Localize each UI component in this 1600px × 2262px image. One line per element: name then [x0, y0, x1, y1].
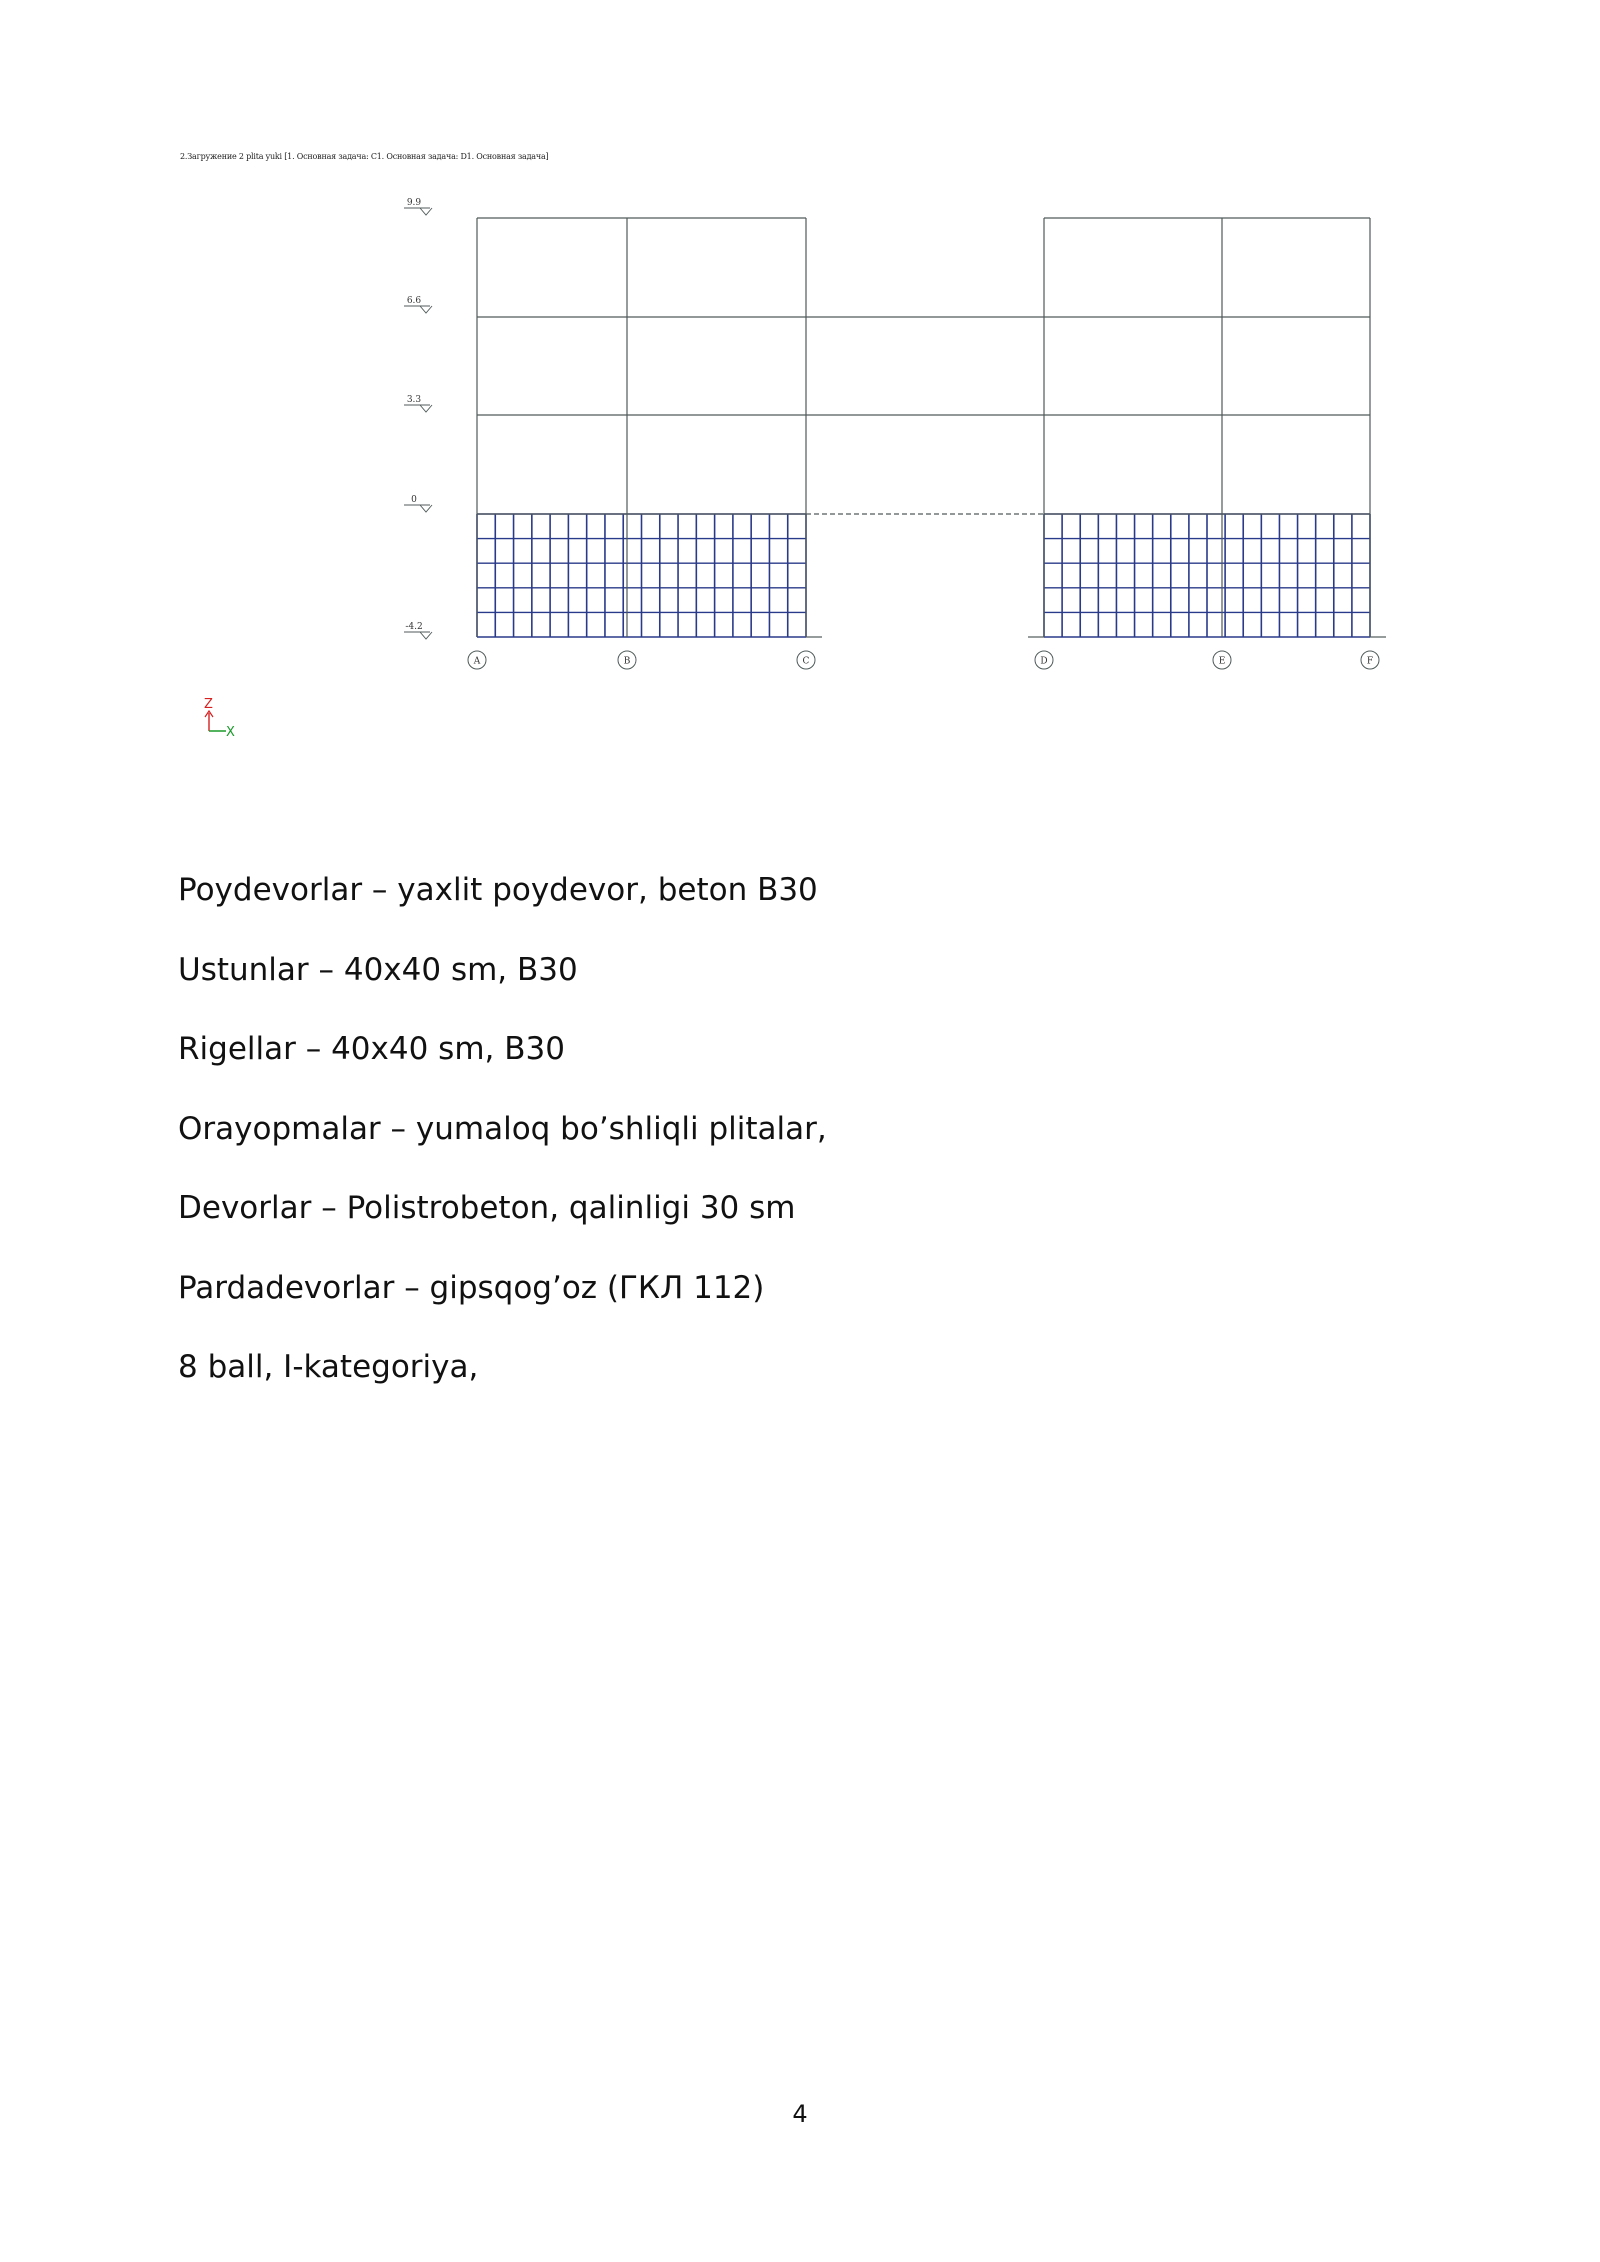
level-label: 3.3	[406, 395, 422, 405]
spec-slabs: Orayopmalar – yumaloq bo’shliqli plitalar,	[178, 1111, 827, 1147]
page-number: 4	[792, 2100, 808, 2128]
level-marker	[404, 495, 432, 512]
level-label: 9.9	[406, 198, 422, 208]
coordinate-triad-icon	[204, 697, 235, 740]
level-marker	[404, 296, 432, 313]
level-arrow-icon	[420, 306, 432, 313]
axis-label: C	[802, 656, 810, 667]
x-axis-label: X	[226, 725, 235, 740]
spec-foundations: Poydevorlar – yaxlit poydevor, beton B30	[178, 872, 818, 908]
mesh-block-ac	[477, 514, 806, 637]
axis-label: D	[1040, 656, 1048, 667]
axis-marker-e	[1213, 651, 1231, 669]
level-arrow-icon	[420, 505, 432, 512]
axis-label: E	[1218, 656, 1226, 667]
level-arrow-icon	[420, 208, 432, 215]
level-label: -4.2	[405, 622, 423, 632]
level-markers	[404, 198, 432, 639]
level-marker	[404, 198, 432, 215]
level-arrow-icon	[420, 632, 432, 639]
axis-label: F	[1366, 656, 1374, 667]
grid-axis-markers	[468, 651, 1379, 669]
frame-elevation-drawing	[0, 0, 1600, 780]
spec-walls: Devorlar – Polistrobeton, qalinligi 30 sm	[178, 1190, 796, 1226]
foundation-mesh	[477, 514, 1370, 637]
axis-marker-b	[618, 651, 636, 669]
spec-partitions: Pardadevorlar – gipsqog’oz (ГКЛ 112)	[178, 1270, 765, 1306]
axis-marker-f	[1361, 651, 1379, 669]
z-axis-label: Z	[204, 697, 213, 712]
frame-members	[477, 218, 1386, 637]
figure-caption: 2.Загружение 2 plita yuki [1. Основная задача: C1. Основная задача: D1. Основная задача]	[180, 152, 549, 161]
level-label: 0	[411, 495, 417, 505]
mesh-block-df	[1044, 514, 1370, 637]
axis-marker-c	[797, 651, 815, 669]
level-arrow-icon	[420, 405, 432, 412]
level-marker	[404, 622, 432, 639]
level-label: 6.6	[406, 296, 422, 306]
level-marker	[404, 395, 432, 412]
spec-columns: Ustunlar – 40x40 sm, B30	[178, 952, 578, 988]
axis-label: B	[623, 656, 631, 667]
spec-beams: Rigellar – 40x40 sm, B30	[178, 1031, 565, 1067]
axis-marker-a	[468, 651, 486, 669]
axis-marker-d	[1035, 651, 1053, 669]
axis-label: A	[473, 656, 481, 667]
spec-seismic: 8 ball, I-kategoriya,	[178, 1349, 479, 1385]
